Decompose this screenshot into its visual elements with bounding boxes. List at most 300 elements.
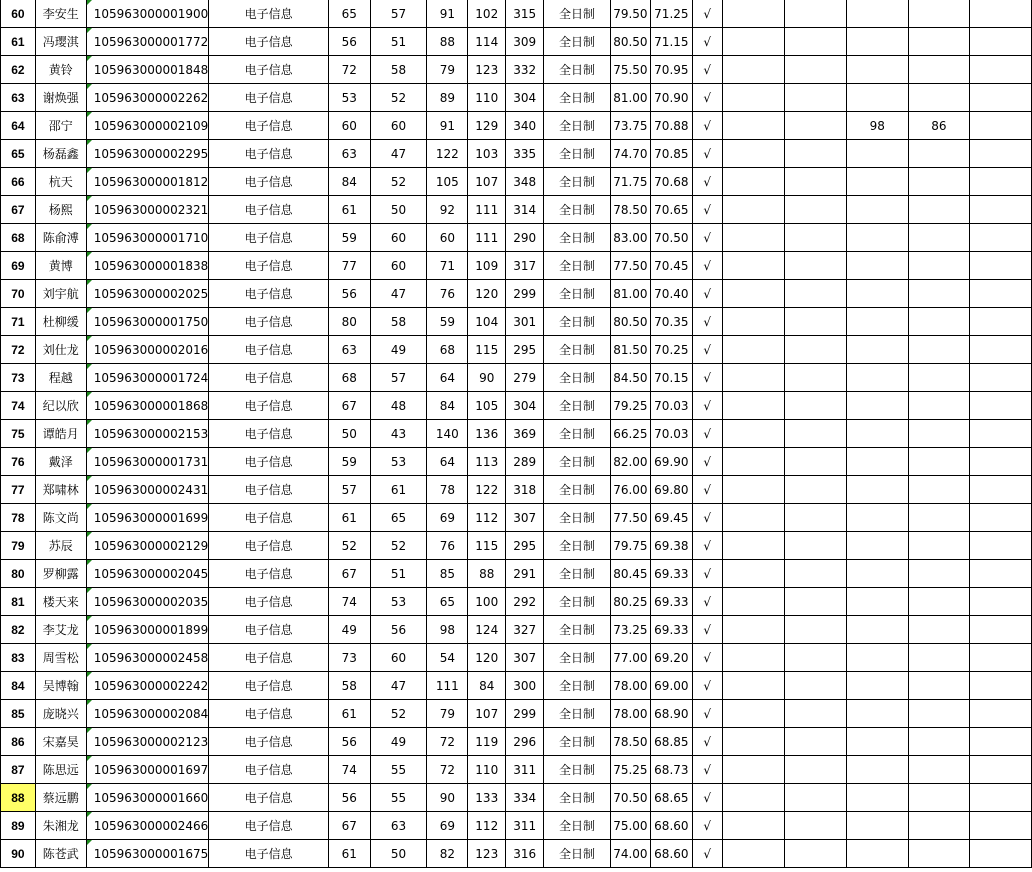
name-cell[interactable]: 陈文尚 bbox=[35, 504, 86, 532]
empty-cell[interactable] bbox=[722, 448, 785, 476]
score-math-cell[interactable]: 68 bbox=[427, 336, 468, 364]
empty-cell[interactable] bbox=[722, 56, 785, 84]
name-cell[interactable]: 苏辰 bbox=[35, 532, 86, 560]
score-math-cell[interactable]: 105 bbox=[427, 168, 468, 196]
empty-cell[interactable] bbox=[970, 196, 1032, 224]
major-cell[interactable]: 电子信息 bbox=[209, 364, 329, 392]
exam-id-cell[interactable]: 105963000001660 bbox=[86, 784, 209, 812]
empty-cell[interactable] bbox=[970, 420, 1032, 448]
empty-cell[interactable] bbox=[970, 812, 1032, 840]
score-professional-cell[interactable]: 88 bbox=[468, 560, 506, 588]
name-cell[interactable]: 谭皓月 bbox=[35, 420, 86, 448]
score-politics-cell[interactable]: 61 bbox=[328, 700, 370, 728]
check-cell[interactable]: √ bbox=[692, 616, 722, 644]
exam-id-cell[interactable]: 105963000001772 bbox=[86, 28, 209, 56]
study-type-cell[interactable]: 全日制 bbox=[544, 756, 611, 784]
empty-cell[interactable] bbox=[785, 28, 847, 56]
extra-score-cell-2[interactable] bbox=[908, 532, 970, 560]
extra-score-cell-1[interactable] bbox=[846, 224, 908, 252]
score-math-cell[interactable]: 85 bbox=[427, 560, 468, 588]
score-politics-cell[interactable]: 56 bbox=[328, 728, 370, 756]
score-english-cell[interactable]: 60 bbox=[370, 644, 427, 672]
extra-score-cell-2[interactable] bbox=[908, 252, 970, 280]
score-math-cell[interactable]: 90 bbox=[427, 784, 468, 812]
score-politics-cell[interactable]: 56 bbox=[328, 28, 370, 56]
exam-id-cell[interactable]: 105963000002129 bbox=[86, 532, 209, 560]
extra-score-cell-2[interactable] bbox=[908, 392, 970, 420]
score-politics-cell[interactable]: 58 bbox=[328, 672, 370, 700]
total-score-cell[interactable]: 301 bbox=[506, 308, 544, 336]
study-type-cell[interactable]: 全日制 bbox=[544, 252, 611, 280]
extra-score-cell-1[interactable]: 98 bbox=[846, 112, 908, 140]
empty-cell[interactable] bbox=[970, 532, 1032, 560]
empty-cell[interactable] bbox=[722, 252, 785, 280]
score-professional-cell[interactable]: 129 bbox=[468, 112, 506, 140]
empty-cell[interactable] bbox=[970, 308, 1032, 336]
score-professional-cell[interactable]: 107 bbox=[468, 700, 506, 728]
score-english-cell[interactable]: 57 bbox=[370, 364, 427, 392]
major-cell[interactable]: 电子信息 bbox=[209, 420, 329, 448]
study-type-cell[interactable]: 全日制 bbox=[544, 728, 611, 756]
empty-cell[interactable] bbox=[722, 812, 785, 840]
score-professional-cell[interactable]: 107 bbox=[468, 168, 506, 196]
interview-score-cell[interactable]: 83.00 bbox=[610, 224, 650, 252]
check-cell[interactable]: √ bbox=[692, 112, 722, 140]
interview-score-cell[interactable]: 77.50 bbox=[610, 504, 650, 532]
final-score-cell[interactable]: 68.73 bbox=[650, 756, 692, 784]
empty-cell[interactable] bbox=[970, 588, 1032, 616]
score-politics-cell[interactable]: 61 bbox=[328, 504, 370, 532]
final-score-cell[interactable]: 70.35 bbox=[650, 308, 692, 336]
empty-cell[interactable] bbox=[970, 392, 1032, 420]
score-politics-cell[interactable]: 68 bbox=[328, 364, 370, 392]
score-politics-cell[interactable]: 67 bbox=[328, 392, 370, 420]
total-score-cell[interactable]: 369 bbox=[506, 420, 544, 448]
final-score-cell[interactable]: 69.20 bbox=[650, 644, 692, 672]
exam-id-cell[interactable]: 105963000001848 bbox=[86, 56, 209, 84]
name-cell[interactable]: 杭天 bbox=[35, 168, 86, 196]
empty-cell[interactable] bbox=[722, 420, 785, 448]
exam-id-cell[interactable]: 105963000002431 bbox=[86, 476, 209, 504]
final-score-cell[interactable]: 70.25 bbox=[650, 336, 692, 364]
interview-score-cell[interactable]: 79.25 bbox=[610, 392, 650, 420]
study-type-cell[interactable]: 全日制 bbox=[544, 112, 611, 140]
final-score-cell[interactable]: 70.65 bbox=[650, 196, 692, 224]
interview-score-cell[interactable]: 74.00 bbox=[610, 840, 650, 868]
row-number-cell[interactable]: 77 bbox=[1, 476, 36, 504]
interview-score-cell[interactable]: 77.00 bbox=[610, 644, 650, 672]
study-type-cell[interactable]: 全日制 bbox=[544, 476, 611, 504]
exam-id-cell[interactable]: 105963000001900 bbox=[86, 0, 209, 28]
name-cell[interactable]: 李安生 bbox=[35, 0, 86, 28]
score-professional-cell[interactable]: 124 bbox=[468, 616, 506, 644]
score-professional-cell[interactable]: 100 bbox=[468, 588, 506, 616]
final-score-cell[interactable]: 70.90 bbox=[650, 84, 692, 112]
row-number-cell[interactable]: 60 bbox=[1, 0, 36, 28]
total-score-cell[interactable]: 334 bbox=[506, 784, 544, 812]
final-score-cell[interactable]: 68.85 bbox=[650, 728, 692, 756]
score-math-cell[interactable]: 140 bbox=[427, 420, 468, 448]
exam-id-cell[interactable]: 105963000001724 bbox=[86, 364, 209, 392]
score-english-cell[interactable]: 51 bbox=[370, 560, 427, 588]
exam-id-cell[interactable]: 105963000001697 bbox=[86, 756, 209, 784]
extra-score-cell-1[interactable] bbox=[846, 140, 908, 168]
extra-score-cell-2[interactable] bbox=[908, 560, 970, 588]
score-politics-cell[interactable]: 61 bbox=[328, 196, 370, 224]
final-score-cell[interactable]: 71.15 bbox=[650, 28, 692, 56]
exam-id-cell[interactable]: 105963000001838 bbox=[86, 252, 209, 280]
score-english-cell[interactable]: 48 bbox=[370, 392, 427, 420]
total-score-cell[interactable]: 299 bbox=[506, 280, 544, 308]
major-cell[interactable]: 电子信息 bbox=[209, 700, 329, 728]
extra-score-cell-2[interactable] bbox=[908, 588, 970, 616]
row-number-cell[interactable]: 65 bbox=[1, 140, 36, 168]
row-number-cell[interactable]: 89 bbox=[1, 812, 36, 840]
name-cell[interactable]: 邵宁 bbox=[35, 112, 86, 140]
check-cell[interactable]: √ bbox=[692, 252, 722, 280]
score-math-cell[interactable]: 98 bbox=[427, 616, 468, 644]
score-english-cell[interactable]: 43 bbox=[370, 420, 427, 448]
score-professional-cell[interactable]: 114 bbox=[468, 28, 506, 56]
study-type-cell[interactable]: 全日制 bbox=[544, 196, 611, 224]
row-number-cell[interactable]: 82 bbox=[1, 616, 36, 644]
extra-score-cell-1[interactable] bbox=[846, 532, 908, 560]
interview-score-cell[interactable]: 80.25 bbox=[610, 588, 650, 616]
study-type-cell[interactable]: 全日制 bbox=[544, 504, 611, 532]
extra-score-cell-2[interactable] bbox=[908, 840, 970, 868]
total-score-cell[interactable]: 304 bbox=[506, 392, 544, 420]
total-score-cell[interactable]: 314 bbox=[506, 196, 544, 224]
score-politics-cell[interactable]: 67 bbox=[328, 560, 370, 588]
extra-score-cell-2[interactable] bbox=[908, 280, 970, 308]
final-score-cell[interactable]: 70.85 bbox=[650, 140, 692, 168]
empty-cell[interactable] bbox=[722, 84, 785, 112]
interview-score-cell[interactable]: 81.00 bbox=[610, 280, 650, 308]
empty-cell[interactable] bbox=[970, 560, 1032, 588]
study-type-cell[interactable]: 全日制 bbox=[544, 700, 611, 728]
extra-score-cell-1[interactable] bbox=[846, 784, 908, 812]
study-type-cell[interactable]: 全日制 bbox=[544, 336, 611, 364]
final-score-cell[interactable]: 69.00 bbox=[650, 672, 692, 700]
score-english-cell[interactable]: 57 bbox=[370, 0, 427, 28]
empty-cell[interactable] bbox=[785, 56, 847, 84]
score-english-cell[interactable]: 63 bbox=[370, 812, 427, 840]
score-english-cell[interactable]: 60 bbox=[370, 224, 427, 252]
check-cell[interactable]: √ bbox=[692, 644, 722, 672]
study-type-cell[interactable]: 全日制 bbox=[544, 56, 611, 84]
empty-cell[interactable] bbox=[785, 504, 847, 532]
major-cell[interactable]: 电子信息 bbox=[209, 112, 329, 140]
empty-cell[interactable] bbox=[970, 476, 1032, 504]
total-score-cell[interactable]: 292 bbox=[506, 588, 544, 616]
empty-cell[interactable] bbox=[785, 224, 847, 252]
final-score-cell[interactable]: 70.88 bbox=[650, 112, 692, 140]
total-score-cell[interactable]: 299 bbox=[506, 700, 544, 728]
name-cell[interactable]: 纪以欣 bbox=[35, 392, 86, 420]
score-english-cell[interactable]: 50 bbox=[370, 840, 427, 868]
empty-cell[interactable] bbox=[970, 672, 1032, 700]
study-type-cell[interactable]: 全日制 bbox=[544, 532, 611, 560]
row-number-cell[interactable]: 74 bbox=[1, 392, 36, 420]
score-math-cell[interactable]: 78 bbox=[427, 476, 468, 504]
empty-cell[interactable] bbox=[970, 0, 1032, 28]
total-score-cell[interactable]: 335 bbox=[506, 140, 544, 168]
empty-cell[interactable] bbox=[970, 112, 1032, 140]
extra-score-cell-1[interactable] bbox=[846, 560, 908, 588]
extra-score-cell-1[interactable] bbox=[846, 476, 908, 504]
extra-score-cell-1[interactable] bbox=[846, 392, 908, 420]
final-score-cell[interactable]: 69.33 bbox=[650, 560, 692, 588]
extra-score-cell-2[interactable] bbox=[908, 784, 970, 812]
score-politics-cell[interactable]: 73 bbox=[328, 644, 370, 672]
extra-score-cell-2[interactable] bbox=[908, 196, 970, 224]
empty-cell[interactable] bbox=[722, 560, 785, 588]
extra-score-cell-1[interactable] bbox=[846, 840, 908, 868]
total-score-cell[interactable]: 295 bbox=[506, 336, 544, 364]
score-math-cell[interactable]: 69 bbox=[427, 812, 468, 840]
check-cell[interactable]: √ bbox=[692, 812, 722, 840]
empty-cell[interactable] bbox=[970, 616, 1032, 644]
score-politics-cell[interactable]: 63 bbox=[328, 336, 370, 364]
empty-cell[interactable] bbox=[970, 224, 1032, 252]
extra-score-cell-1[interactable] bbox=[846, 364, 908, 392]
empty-cell[interactable] bbox=[722, 0, 785, 28]
study-type-cell[interactable]: 全日制 bbox=[544, 364, 611, 392]
exam-id-cell[interactable]: 105963000002321 bbox=[86, 196, 209, 224]
score-politics-cell[interactable]: 74 bbox=[328, 756, 370, 784]
check-cell[interactable]: √ bbox=[692, 784, 722, 812]
name-cell[interactable]: 李艾龙 bbox=[35, 616, 86, 644]
score-professional-cell[interactable]: 104 bbox=[468, 308, 506, 336]
extra-score-cell-1[interactable] bbox=[846, 616, 908, 644]
study-type-cell[interactable]: 全日制 bbox=[544, 644, 611, 672]
check-cell[interactable]: √ bbox=[692, 504, 722, 532]
extra-score-cell-1[interactable] bbox=[846, 420, 908, 448]
exam-id-cell[interactable]: 105963000002109 bbox=[86, 112, 209, 140]
interview-score-cell[interactable]: 77.50 bbox=[610, 252, 650, 280]
score-math-cell[interactable]: 91 bbox=[427, 0, 468, 28]
study-type-cell[interactable]: 全日制 bbox=[544, 672, 611, 700]
major-cell[interactable]: 电子信息 bbox=[209, 196, 329, 224]
name-cell[interactable]: 陈苍武 bbox=[35, 840, 86, 868]
exam-id-cell[interactable]: 105963000001899 bbox=[86, 616, 209, 644]
score-professional-cell[interactable]: 112 bbox=[468, 504, 506, 532]
extra-score-cell-2[interactable] bbox=[908, 364, 970, 392]
extra-score-cell-2[interactable] bbox=[908, 308, 970, 336]
final-score-cell[interactable]: 70.03 bbox=[650, 392, 692, 420]
empty-cell[interactable] bbox=[785, 420, 847, 448]
score-politics-cell[interactable]: 59 bbox=[328, 224, 370, 252]
empty-cell[interactable] bbox=[722, 532, 785, 560]
exam-id-cell[interactable]: 105963000002025 bbox=[86, 280, 209, 308]
score-english-cell[interactable]: 56 bbox=[370, 616, 427, 644]
total-score-cell[interactable]: 340 bbox=[506, 112, 544, 140]
final-score-cell[interactable]: 68.60 bbox=[650, 840, 692, 868]
score-professional-cell[interactable]: 120 bbox=[468, 644, 506, 672]
name-cell[interactable]: 陈思远 bbox=[35, 756, 86, 784]
interview-score-cell[interactable]: 79.75 bbox=[610, 532, 650, 560]
score-english-cell[interactable]: 47 bbox=[370, 280, 427, 308]
empty-cell[interactable] bbox=[722, 336, 785, 364]
check-cell[interactable]: √ bbox=[692, 168, 722, 196]
study-type-cell[interactable]: 全日制 bbox=[544, 84, 611, 112]
score-professional-cell[interactable]: 109 bbox=[468, 252, 506, 280]
row-number-cell[interactable]: 61 bbox=[1, 28, 36, 56]
row-number-cell[interactable]: 72 bbox=[1, 336, 36, 364]
check-cell[interactable]: √ bbox=[692, 588, 722, 616]
score-math-cell[interactable]: 65 bbox=[427, 588, 468, 616]
empty-cell[interactable] bbox=[970, 644, 1032, 672]
empty-cell[interactable] bbox=[722, 644, 785, 672]
empty-cell[interactable] bbox=[970, 84, 1032, 112]
score-math-cell[interactable]: 76 bbox=[427, 280, 468, 308]
row-number-cell[interactable]: 68 bbox=[1, 224, 36, 252]
exam-id-cell[interactable]: 105963000002035 bbox=[86, 588, 209, 616]
major-cell[interactable]: 电子信息 bbox=[209, 476, 329, 504]
name-cell[interactable]: 周雪松 bbox=[35, 644, 86, 672]
major-cell[interactable]: 电子信息 bbox=[209, 812, 329, 840]
score-english-cell[interactable]: 58 bbox=[370, 308, 427, 336]
empty-cell[interactable] bbox=[785, 812, 847, 840]
interview-score-cell[interactable]: 80.50 bbox=[610, 28, 650, 56]
interview-score-cell[interactable]: 80.45 bbox=[610, 560, 650, 588]
empty-cell[interactable] bbox=[785, 140, 847, 168]
empty-cell[interactable] bbox=[722, 616, 785, 644]
score-politics-cell[interactable]: 77 bbox=[328, 252, 370, 280]
score-professional-cell[interactable]: 111 bbox=[468, 196, 506, 224]
study-type-cell[interactable]: 全日制 bbox=[544, 560, 611, 588]
study-type-cell[interactable]: 全日制 bbox=[544, 616, 611, 644]
row-number-cell[interactable]: 78 bbox=[1, 504, 36, 532]
score-professional-cell[interactable]: 133 bbox=[468, 784, 506, 812]
name-cell[interactable]: 陈俞溥 bbox=[35, 224, 86, 252]
score-professional-cell[interactable]: 136 bbox=[468, 420, 506, 448]
extra-score-cell-1[interactable] bbox=[846, 252, 908, 280]
extra-score-cell-1[interactable] bbox=[846, 700, 908, 728]
row-number-cell[interactable]: 85 bbox=[1, 700, 36, 728]
score-english-cell[interactable]: 55 bbox=[370, 784, 427, 812]
check-cell[interactable]: √ bbox=[692, 392, 722, 420]
extra-score-cell-2[interactable] bbox=[908, 756, 970, 784]
empty-cell[interactable] bbox=[785, 588, 847, 616]
exam-id-cell[interactable]: 105963000002045 bbox=[86, 560, 209, 588]
score-professional-cell[interactable]: 123 bbox=[468, 56, 506, 84]
empty-cell[interactable] bbox=[722, 224, 785, 252]
exam-id-cell[interactable]: 105963000001675 bbox=[86, 840, 209, 868]
name-cell[interactable]: 宋嘉昊 bbox=[35, 728, 86, 756]
major-cell[interactable]: 电子信息 bbox=[209, 560, 329, 588]
empty-cell[interactable] bbox=[785, 616, 847, 644]
name-cell[interactable]: 杨磊鑫 bbox=[35, 140, 86, 168]
row-number-cell[interactable]: 75 bbox=[1, 420, 36, 448]
row-number-cell[interactable]: 88 bbox=[1, 784, 36, 812]
score-politics-cell[interactable]: 61 bbox=[328, 840, 370, 868]
score-english-cell[interactable]: 60 bbox=[370, 112, 427, 140]
interview-score-cell[interactable]: 75.00 bbox=[610, 812, 650, 840]
major-cell[interactable]: 电子信息 bbox=[209, 616, 329, 644]
name-cell[interactable]: 黄博 bbox=[35, 252, 86, 280]
exam-id-cell[interactable]: 105963000001710 bbox=[86, 224, 209, 252]
empty-cell[interactable] bbox=[785, 560, 847, 588]
score-professional-cell[interactable]: 102 bbox=[468, 0, 506, 28]
score-professional-cell[interactable]: 111 bbox=[468, 224, 506, 252]
name-cell[interactable]: 蔡远鹏 bbox=[35, 784, 86, 812]
empty-cell[interactable] bbox=[722, 364, 785, 392]
empty-cell[interactable] bbox=[722, 112, 785, 140]
extra-score-cell-1[interactable] bbox=[846, 56, 908, 84]
study-type-cell[interactable]: 全日制 bbox=[544, 224, 611, 252]
score-math-cell[interactable]: 82 bbox=[427, 840, 468, 868]
empty-cell[interactable] bbox=[722, 784, 785, 812]
interview-score-cell[interactable]: 70.50 bbox=[610, 784, 650, 812]
check-cell[interactable]: √ bbox=[692, 140, 722, 168]
score-professional-cell[interactable]: 105 bbox=[468, 392, 506, 420]
interview-score-cell[interactable]: 73.25 bbox=[610, 616, 650, 644]
final-score-cell[interactable]: 68.60 bbox=[650, 812, 692, 840]
score-politics-cell[interactable]: 84 bbox=[328, 168, 370, 196]
score-politics-cell[interactable]: 53 bbox=[328, 84, 370, 112]
interview-score-cell[interactable]: 75.25 bbox=[610, 756, 650, 784]
empty-cell[interactable] bbox=[785, 280, 847, 308]
major-cell[interactable]: 电子信息 bbox=[209, 280, 329, 308]
score-math-cell[interactable]: 111 bbox=[427, 672, 468, 700]
score-english-cell[interactable]: 51 bbox=[370, 28, 427, 56]
name-cell[interactable]: 罗柳露 bbox=[35, 560, 86, 588]
empty-cell[interactable] bbox=[785, 644, 847, 672]
name-cell[interactable]: 郑啸林 bbox=[35, 476, 86, 504]
exam-id-cell[interactable]: 105963000002262 bbox=[86, 84, 209, 112]
name-cell[interactable]: 谢焕强 bbox=[35, 84, 86, 112]
row-number-cell[interactable]: 66 bbox=[1, 168, 36, 196]
name-cell[interactable]: 楼天来 bbox=[35, 588, 86, 616]
score-math-cell[interactable]: 92 bbox=[427, 196, 468, 224]
name-cell[interactable]: 朱湘龙 bbox=[35, 812, 86, 840]
score-math-cell[interactable]: 84 bbox=[427, 392, 468, 420]
final-score-cell[interactable]: 68.90 bbox=[650, 700, 692, 728]
extra-score-cell-1[interactable] bbox=[846, 168, 908, 196]
empty-cell[interactable] bbox=[722, 672, 785, 700]
final-score-cell[interactable]: 70.40 bbox=[650, 280, 692, 308]
score-english-cell[interactable]: 52 bbox=[370, 532, 427, 560]
extra-score-cell-2[interactable] bbox=[908, 700, 970, 728]
row-number-cell[interactable]: 67 bbox=[1, 196, 36, 224]
exam-id-cell[interactable]: 105963000001868 bbox=[86, 392, 209, 420]
extra-score-cell-1[interactable] bbox=[846, 308, 908, 336]
empty-cell[interactable] bbox=[785, 756, 847, 784]
check-cell[interactable]: √ bbox=[692, 532, 722, 560]
empty-cell[interactable] bbox=[722, 756, 785, 784]
extra-score-cell-2[interactable] bbox=[908, 0, 970, 28]
empty-cell[interactable] bbox=[785, 532, 847, 560]
total-score-cell[interactable]: 307 bbox=[506, 644, 544, 672]
interview-score-cell[interactable]: 74.70 bbox=[610, 140, 650, 168]
study-type-cell[interactable]: 全日制 bbox=[544, 840, 611, 868]
extra-score-cell-2[interactable] bbox=[908, 728, 970, 756]
score-math-cell[interactable]: 60 bbox=[427, 224, 468, 252]
score-english-cell[interactable]: 47 bbox=[370, 140, 427, 168]
empty-cell[interactable] bbox=[785, 84, 847, 112]
extra-score-cell-2[interactable] bbox=[908, 616, 970, 644]
score-english-cell[interactable]: 61 bbox=[370, 476, 427, 504]
empty-cell[interactable] bbox=[785, 364, 847, 392]
final-score-cell[interactable]: 69.33 bbox=[650, 616, 692, 644]
score-politics-cell[interactable]: 74 bbox=[328, 588, 370, 616]
empty-cell[interactable] bbox=[970, 280, 1032, 308]
score-professional-cell[interactable]: 112 bbox=[468, 812, 506, 840]
empty-cell[interactable] bbox=[970, 504, 1032, 532]
empty-cell[interactable] bbox=[785, 476, 847, 504]
check-cell[interactable]: √ bbox=[692, 420, 722, 448]
